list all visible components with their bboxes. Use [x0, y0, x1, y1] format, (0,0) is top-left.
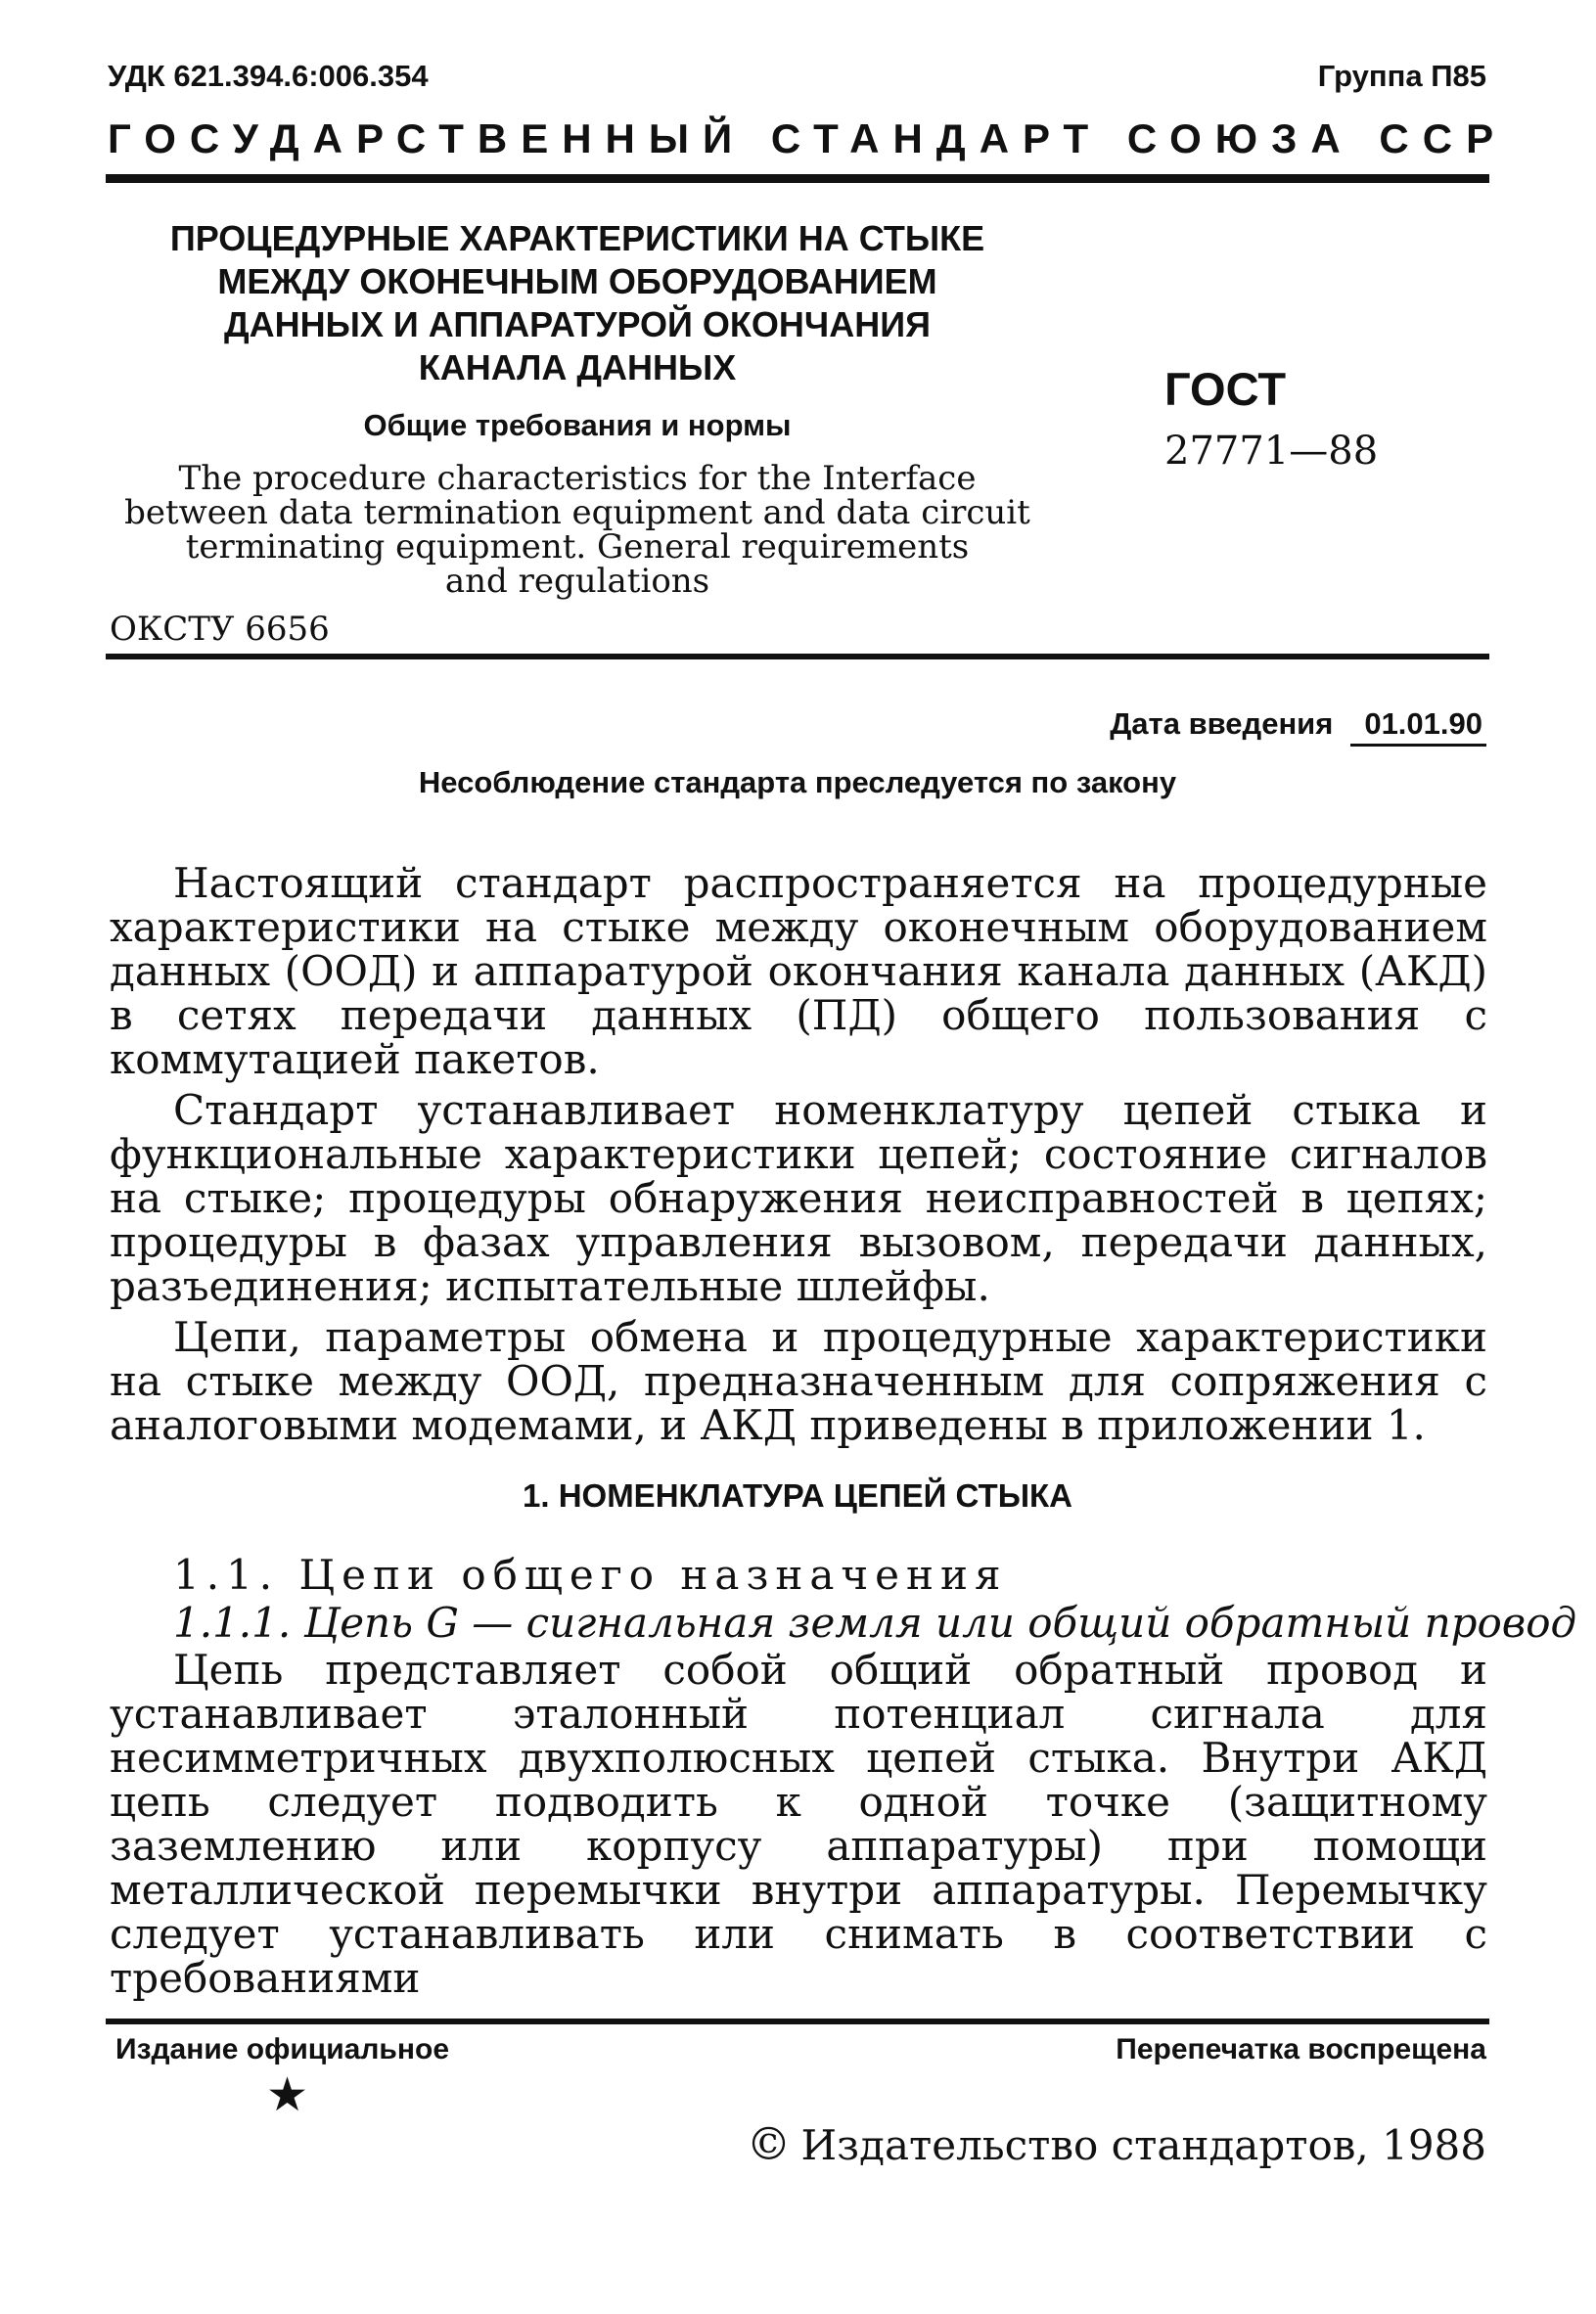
law-notice: Несоблюдение стандарта преследуется по закону — [418, 765, 1177, 799]
title-line: ПРОЦЕДУРНЫЕ ХАРАКТЕРИСТИКИ НА СТЫКЕ — [169, 218, 985, 258]
title-line: ДАННЫХ И АППАРАТУРОЙ ОКОНЧАНИЯ — [224, 304, 931, 344]
section-text — [110, 1648, 1487, 2000]
header-rule — [106, 174, 1489, 183]
document-title — [108, 217, 1047, 389]
footer-rule — [106, 2019, 1489, 2024]
state-standard-banner: ГОСУДАРСТВЕННЫЙ СТАНДАРТ СОЮЗА ССР — [108, 115, 1508, 161]
english-title-line: between data termination equipment and data circuit — [124, 493, 1030, 532]
copyright-icon: © — [746, 2117, 792, 2170]
subsection-heading: 1.1. Цепи общего назначения — [173, 1551, 1008, 1599]
intro-text — [110, 861, 1487, 1447]
paragraph: Настоящий стандарт распространяется на процедурные характеристики на стыке между оконечным оборудованием данных (ООД) и аппаратурой окончания канала данных (АКД) в сетях передачи данных (ПД) общего пользования с коммутацией пакетов. — [110, 859, 1487, 1083]
introduction-date — [1110, 706, 1486, 747]
udk-code: УДК 621.394.6:006.354 — [108, 59, 429, 93]
reprint-notice: Перепечатка воспрещена — [1116, 2033, 1486, 2065]
gost-number: 27771—88 — [1164, 429, 1379, 474]
subsubsection-heading: 1.1.1. Цепь G — сигнальная земля или общий обратный провод — [173, 1599, 1577, 1647]
paragraph: Стандарт устанавливает номенклатуру цепей стыка и функциональные характеристики цепей; состояние сигналов на стыке; процедуры обнаружения неисправностей в цепях; процедуры в фазах управления вызовом, передачи данных, разъединения; испытательные шлейфы. — [110, 1086, 1487, 1310]
english-title — [108, 459, 1047, 601]
date-value: 01.01.90 — [1350, 706, 1486, 747]
okstu-code: ОКСТУ 6656 — [110, 610, 330, 649]
title-line: КАНАЛА ДАННЫХ — [418, 347, 737, 387]
document-subtitle: Общие требования и нормы — [363, 408, 792, 442]
english-title-line: terminating equipment. General requirements — [185, 527, 970, 567]
title-rule — [106, 654, 1489, 659]
paragraph: Цепь представляет собой общий обратный провод и устанавливает эталонный потенциал сигнала для несимметричных двухполюсных цепей стыка. Внутри АКД цепь следует подводить к одной точке (защитному заземлению или корпусу аппаратуры) при помощи металлической перемычки внутри аппаратуры. Перемычку следует устанавливать или снимать в соответствии с требованиями — [110, 1646, 1487, 2002]
star-icon: ★ — [266, 2069, 309, 2121]
paragraph: Цепи, параметры обмена и процедурные характеристики на стыке между ООД, предназначенным для сопряжения с аналоговыми модемами, и АКД приведены в приложении 1. — [110, 1313, 1487, 1449]
copyright-text: Издательство стандартов, 1988 — [800, 2121, 1486, 2169]
copyright — [747, 2117, 1486, 2170]
gost-label: ГОСТ — [1164, 363, 1287, 415]
date-label: Дата введения — [1110, 706, 1334, 741]
title-line: МЕЖДУ ОКОНЕЧНЫМ ОБОРУДОВАНИЕМ — [217, 261, 937, 301]
section-heading: 1. НОМЕНКЛАТУРА ЦЕПЕЙ СТЫКА — [523, 1477, 1072, 1514]
group-code: Группа П85 — [1317, 59, 1486, 93]
english-title-line: and regulations — [444, 562, 710, 601]
edition-label: Издание официальное — [115, 2033, 450, 2065]
english-title-line: The procedure characteristics for the Interface — [178, 459, 977, 498]
